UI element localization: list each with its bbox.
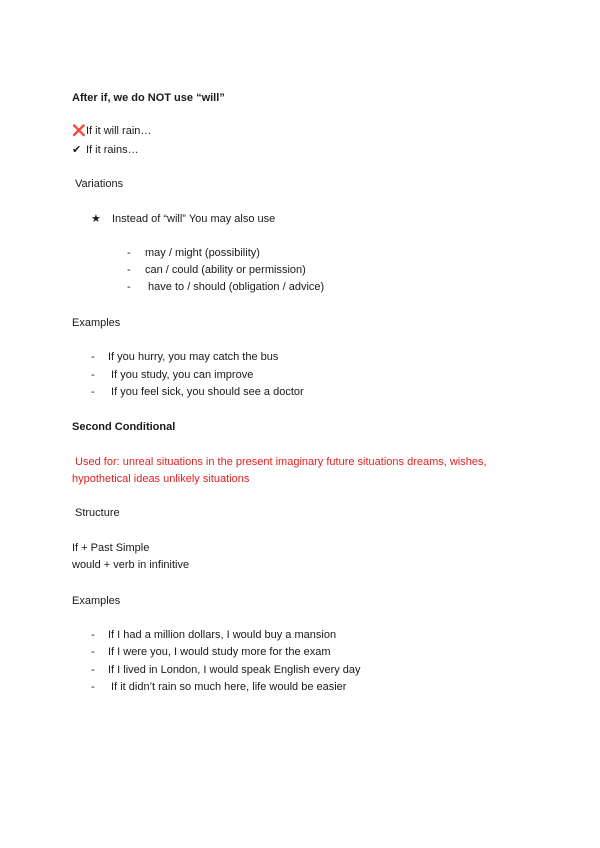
dash-bullet: - (91, 681, 95, 693)
check-mark-icon: ✔ (72, 144, 82, 156)
wrong-example-text: If it will rain… (86, 125, 152, 137)
dash-bullet: - (91, 664, 95, 676)
example-text: If you study, you can improve (108, 369, 254, 381)
structure-line-1: If + Past Simple (72, 542, 150, 554)
usage-line-2: hypothetical ideas unlikely situations (72, 473, 250, 485)
dash-bullet: - (127, 247, 131, 259)
example-text: If you feel sick, you should see a doctor (108, 386, 304, 398)
example-text: If you hurry, you may catch the bus (108, 351, 279, 363)
dash-bullet: - (91, 629, 95, 641)
dash-bullet: - (91, 646, 95, 658)
dash-bullet: - (91, 351, 95, 363)
star-item-text: Instead of “will” You may also use (112, 213, 276, 225)
example-text: If I were you, I would study more for the exam (108, 646, 331, 658)
dash-bullet: - (127, 281, 131, 293)
variation-option-text: have to / should (obligation / advice) (145, 281, 325, 293)
example-text: If I had a million dollars, I would buy a mansion (108, 629, 337, 641)
star-icon: ★ (91, 213, 101, 225)
right-example-text: If it rains… (86, 144, 139, 156)
usage-line-1: Used for: unreal situations in the present imaginary future situations dreams, wishes, (72, 456, 487, 468)
examples-label: Examples (72, 595, 121, 607)
variation-option-text: can / could (ability or permission) (145, 264, 306, 276)
right-example-line (72, 143, 139, 157)
wrong-example-line (72, 124, 151, 138)
variation-option-text: may / might (possibility) (145, 247, 260, 259)
heading-second-conditional: Second Conditional (72, 421, 176, 433)
example-text: If I lived in London, I would speak English every day (108, 664, 361, 676)
variations-label: Variations (75, 178, 124, 190)
structure-line-2: would + verb in infinitive (72, 559, 190, 571)
cross-mark-icon: ❌ (72, 125, 86, 137)
example-text: If it didn’t rain so much here, life would be easier (108, 681, 347, 693)
dash-bullet: - (127, 264, 131, 276)
dash-bullet: - (91, 386, 95, 398)
heading-after-if: After if, we do NOT use “will” (72, 92, 225, 104)
structure-label: Structure (75, 507, 120, 519)
dash-bullet: - (91, 369, 95, 381)
examples-label: Examples (72, 317, 121, 329)
